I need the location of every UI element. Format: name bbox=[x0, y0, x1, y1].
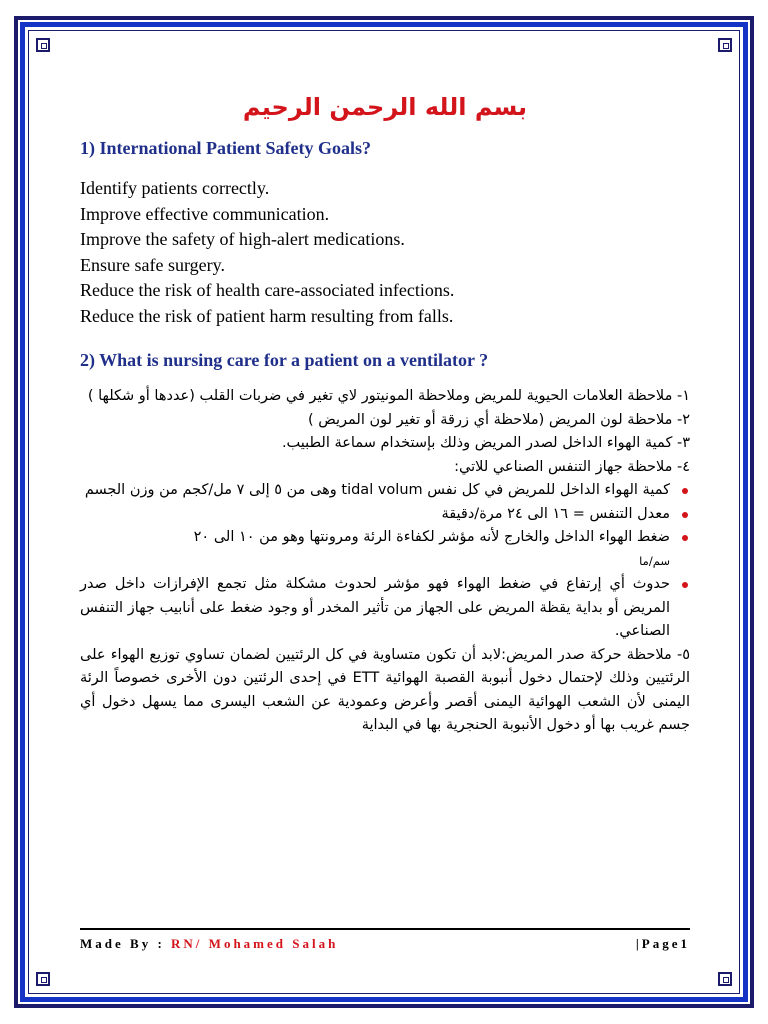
footer-page-number: |Page1 bbox=[635, 936, 690, 951]
bullet-item bbox=[80, 573, 690, 644]
care-item-2: ٢- ملاحظة لون المريض (ملاحظة أي زرقة أو تغير لون المريض ) bbox=[307, 411, 690, 428]
bullet-item bbox=[80, 503, 690, 527]
page-content bbox=[80, 90, 690, 733]
bullet-item bbox=[80, 479, 690, 503]
section1-heading: 1) International Patient Safety Goals? bbox=[80, 138, 371, 158]
page-footer bbox=[80, 936, 690, 956]
safety-goals-list bbox=[80, 176, 454, 330]
goal-item: Identify patients correctly. bbox=[80, 178, 270, 198]
pressure-unit: سم/ما bbox=[639, 553, 670, 568]
goal-item: Ensure safe surgery. bbox=[80, 254, 225, 275]
care-item-1: ١- ملاحظة العلامات الحيوية للمريض وملاحظة المونيتور لاي تغير في ضربات القلب (عددها أو شكلها ) bbox=[87, 388, 690, 404]
bullet-text: كمية الهواء الداخل للمريض في كل نفس tidal volum وهى من ٥ إلى ٧ مل/كجم من وزن الجسم bbox=[84, 482, 670, 498]
footer-made-by: Made By : bbox=[80, 936, 165, 951]
ventilator-care-text bbox=[80, 385, 690, 738]
ventilator-checks-list bbox=[80, 479, 690, 644]
care-item-3: ٣- كمية الهواء الداخل لصدر المريض وذلك بإستخدام سماعة الطبيب. bbox=[281, 435, 690, 451]
care-item-4: ٤- ملاحظة جهاز التنفس الصناعي للاتي: bbox=[454, 458, 690, 475]
goal-item: Reduce the risk of health care-associated infections. bbox=[80, 280, 455, 301]
basmala-title: بسم الله الرحمن الرحيم bbox=[242, 93, 528, 121]
goal-item: Improve the safety of high-alert medications. bbox=[80, 229, 405, 250]
bullet-dot-icon bbox=[682, 512, 688, 518]
footer-author: RN/ Mohamed Salah bbox=[171, 936, 339, 951]
corner-ornament-top-left bbox=[36, 38, 50, 52]
bullet-text: ضغط الهواء الداخل والخارج لأنه مؤشر لكفاءة الرئة ومرونتها وهو من ١٠ الى ٢٠ bbox=[193, 529, 670, 545]
bullet-dot-icon bbox=[682, 488, 688, 494]
corner-ornament-bottom-right bbox=[718, 972, 732, 986]
bullet-text: حدوث أي إرتفاع في ضغط الهواء فهو مؤشر لحدوث مشكلة مثل تجمع الإفرازات داخل صدر المريض أو بداية يقظة المريض على الجهاز من تأثير المخدر أو وجود ضغط على أنابيب جهاز التنفس الصناعي. bbox=[80, 576, 670, 639]
section2-heading: 2) What is nursing care for a patient on a ventilator ? bbox=[80, 350, 489, 370]
corner-ornament-bottom-left bbox=[36, 972, 50, 986]
footer-divider bbox=[80, 928, 690, 930]
goal-item: Reduce the risk of patient harm resulting from falls. bbox=[80, 305, 454, 326]
bullet-item bbox=[80, 526, 690, 573]
goal-item: Improve effective communication. bbox=[80, 203, 330, 224]
corner-ornament-top-right bbox=[718, 38, 732, 52]
bullet-dot-icon bbox=[682, 535, 688, 541]
bullet-dot-icon bbox=[682, 582, 688, 588]
care-item-5: ٥- ملاحظة حركة صدر المريض:لابد أن تكون متساوية في كل الرئتيين لضمان تساوي توزيع الهواء على الرئتيين وذلك لإحتمال دخول أنبوبة القصبة الهوائية ETT في إحدى الرئتين دون الأخرى خصوصاً الرئة اليمنى لأن الشعب الهوائية اليمنى أقصر وأعرض وعمودية عن الشعب اليسرى مما يسهل دخول أي جسم غريب بها أو دخول الأنبوبة الحنجرية بها في البداية bbox=[80, 646, 690, 733]
bullet-text: معدل التنفس = ١٦ الى ٢٤ مرة/دقيقة bbox=[441, 505, 670, 522]
